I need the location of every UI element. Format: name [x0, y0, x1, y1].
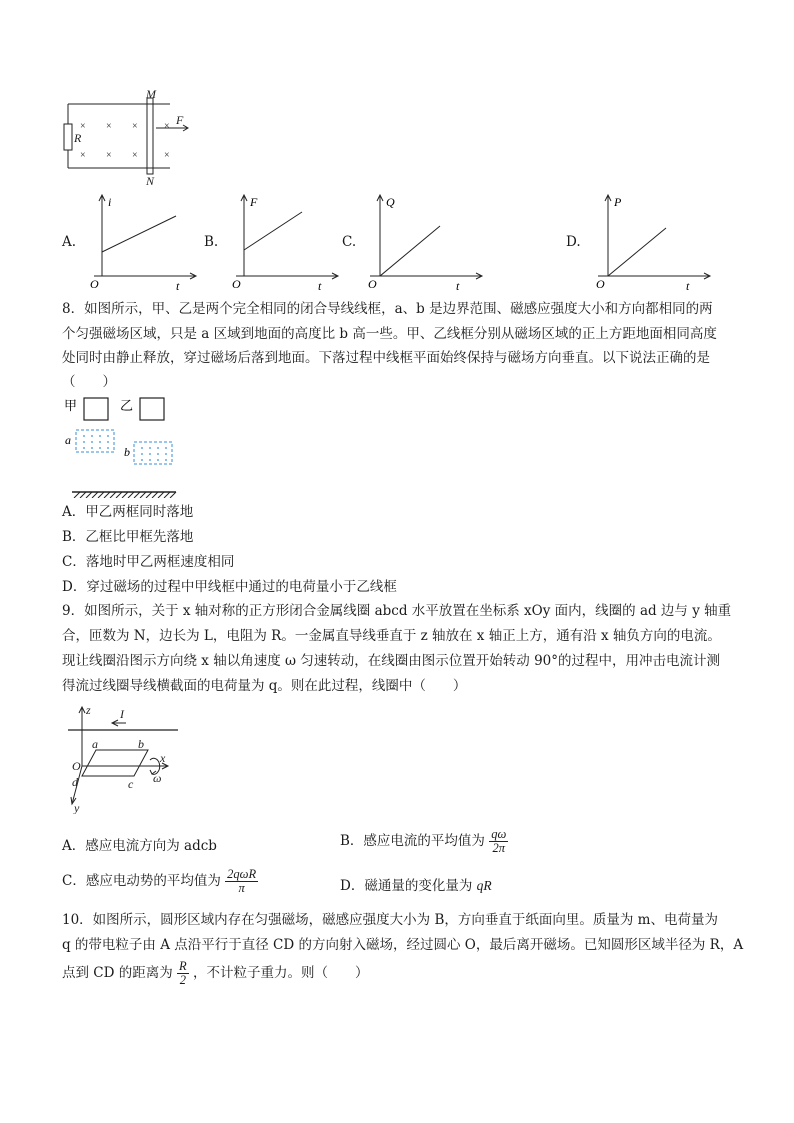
field-cross: ×	[164, 150, 170, 161]
vertex-b-label: b	[138, 737, 144, 751]
vertex-d-label: d	[72, 775, 78, 789]
question-text: 9．如图所示，关于 x 轴对称的正方形闭合金属线圈 abcd 水平放置在坐标系 xOy 面内，线圈的 ad 边与 y 轴重	[62, 603, 732, 619]
omega-label: ω	[153, 771, 162, 785]
graph-q-t	[362, 190, 487, 290]
vertex-c-label: c	[128, 777, 134, 791]
option-b: B．乙框比甲框先落地	[62, 529, 194, 545]
option-b	[340, 828, 508, 855]
denominator: π	[238, 881, 245, 895]
origin-label: O	[90, 277, 99, 290]
line3-pre: 点到 CD 的距离为	[62, 965, 173, 981]
option-d-text: D．磁通量的变化量为	[340, 878, 473, 894]
x-axis-label: t	[176, 279, 180, 290]
fraction	[489, 828, 508, 855]
x-axis-label: t	[456, 279, 460, 290]
line3-post: ，不计粒子重力。则（ ）	[192, 965, 369, 981]
z-axis-label: z	[86, 703, 91, 717]
y-axis-label: i	[108, 195, 112, 209]
origin-label: O	[368, 277, 377, 290]
option-letter: B.	[204, 234, 219, 250]
field-cross: ×	[80, 150, 86, 161]
option-a: A．甲乙两框同时落地	[62, 504, 194, 520]
question-text: 处同时由静止释放，穿过磁场后落到地面。下落过程中线框平面始终保持与磁场方向垂直。以下说法正确的是	[62, 350, 710, 366]
question-text: 现让线圈沿图示方向绕 x 轴以角速度 ω 匀速转动，在线圈由图示位置开始转动 90°的过程中，用冲击电流计测	[62, 653, 721, 669]
vertex-a-label: a	[92, 737, 98, 751]
numerator: qω	[491, 827, 507, 841]
option-d	[340, 876, 492, 896]
coil-figure	[60, 700, 200, 814]
option-d: D．穿过磁场的过程中甲线框中通过的电荷量小于乙线框	[62, 579, 397, 595]
field-cross: ×	[132, 150, 138, 161]
frame-yi	[140, 398, 164, 420]
option-c	[62, 868, 258, 895]
field-cross: ×	[132, 121, 138, 132]
origin-label: O	[596, 277, 605, 290]
question-text: 得流过线圈导线横截面的电荷量为 q。则在此过程，线圈中（ ）	[62, 678, 467, 694]
question-text: q 的带电粒子由 A 点沿平行于直径 CD 的方向射入磁场，经过圆心 O，最后离开磁场。已知圆形区域半径为 R，A	[62, 937, 744, 953]
origin-label: O	[232, 277, 241, 290]
denominator: 2π	[492, 841, 506, 855]
q7-option-b	[204, 190, 334, 290]
graph-f-t	[226, 190, 341, 290]
option-letter: C.	[342, 234, 357, 250]
question-text: 10．如图所示，圆形区域内存在匀强磁场，磁感应强度大小为 B，方向垂直于纸面向里。质量为 m、电荷量为	[62, 912, 718, 928]
x-axis-label: t	[686, 279, 690, 290]
rod-label-m: M	[146, 88, 156, 101]
option-b-text: B．感应电流的平均值为	[340, 833, 485, 849]
rod-label-n: N	[146, 174, 155, 188]
graph-i-t	[84, 190, 199, 290]
question-text: （ ）	[62, 374, 116, 390]
frame-yi-label: 乙	[120, 398, 134, 413]
region-a-label: a	[65, 433, 71, 447]
x-axis-label: x	[160, 751, 166, 765]
numerator: R	[179, 959, 187, 973]
option-d-value: qR	[476, 878, 492, 893]
region-b-label: b	[124, 445, 130, 459]
fraction	[177, 960, 189, 987]
numerator: 2qωR	[227, 867, 257, 881]
circuit-figure	[60, 88, 200, 188]
ground	[72, 492, 176, 498]
force-label: F	[176, 113, 184, 127]
y-axis-label: Q	[386, 195, 395, 209]
q7-option-a	[62, 190, 192, 290]
question-text: 合，匝数为 N，边长为 L，电阻为 R。一金属直导线垂直于 z 轴放在 x 轴正上方，通有沿 x 轴负方向的电流。	[62, 628, 721, 644]
option-c: C．落地时甲乙两框速度相同	[62, 554, 235, 570]
y-axis-label: y	[74, 801, 80, 814]
origin-label: O	[72, 759, 81, 773]
current-label: I	[120, 707, 124, 721]
field-cross: ×	[80, 121, 86, 132]
resistor-label: R	[74, 131, 82, 145]
graph-p-t	[590, 190, 715, 290]
denominator: 2	[179, 973, 186, 987]
y-axis-label: P	[614, 195, 622, 209]
field-cross: ×	[106, 121, 112, 132]
question-text: 8．如图所示，甲、乙是两个完全相同的闭合导线线框，a、b 是边界范围、磁感应强度大小和方向都相同的两	[62, 301, 713, 317]
question-text	[62, 960, 368, 987]
frame-jia	[84, 398, 108, 420]
field-cross: ×	[164, 121, 170, 132]
option-c-text: C．感应电动势的平均值为	[62, 873, 221, 889]
option-a: A．感应电流方向为 adcb	[62, 838, 217, 854]
q7-option-c	[342, 190, 482, 290]
frame-jia-label: 甲	[64, 398, 78, 413]
x-axis-label: t	[318, 279, 322, 290]
option-letter: D.	[566, 234, 581, 250]
q7-option-d	[566, 190, 716, 290]
question-text: 个匀强磁场区域，只是 a 区域到地面的高度比 b 高一些。甲、乙线框分别从磁场区域的正上方距地面相同高度	[62, 326, 717, 342]
option-letter: A.	[62, 234, 77, 250]
fraction	[225, 868, 258, 895]
frames-figure	[60, 394, 200, 498]
y-axis-label: F	[250, 195, 258, 209]
field-cross: ×	[106, 150, 112, 161]
